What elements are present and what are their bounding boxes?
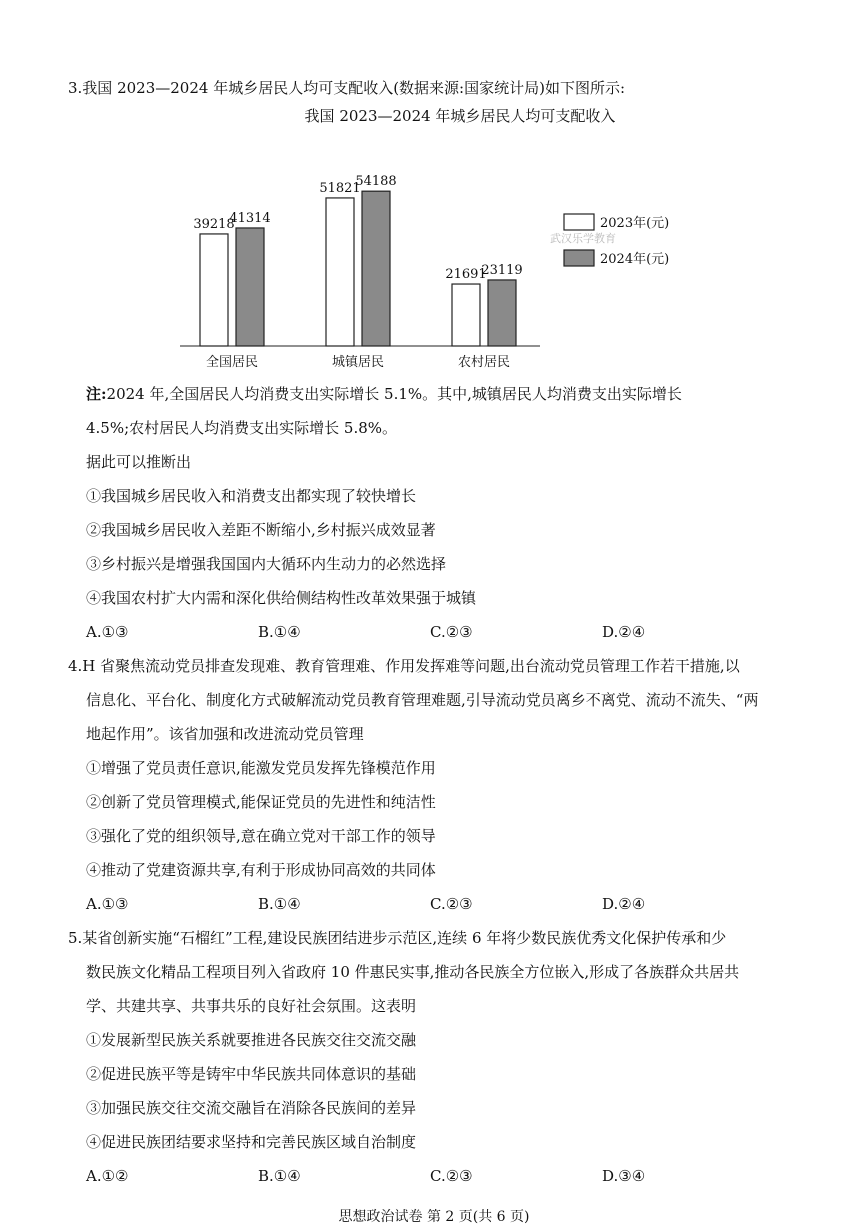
q3-option-a[interactable]: A.①③ [86, 623, 129, 641]
q4-stem-2: 信息化、平台化、制度化方式破解流动党员教育管理难题,引导流动党员离乡不离党、流动不流失、“两 [86, 691, 759, 709]
q3-item-1: ①我国城乡居民收入和消费支出都实现了较快增长 [86, 487, 417, 505]
q3-option-c[interactable]: C.②③ [430, 623, 473, 641]
q3-lead: 据此可以推断出 [86, 453, 192, 471]
note-label: 注: [86, 385, 107, 403]
q4-item-4: ④推动了党建资源共享,有利于形成协同高效的共同体 [86, 861, 436, 879]
q5-stem-2: 数民族文化精品工程项目列入省政府 10 件惠民实事,推动各民族全方位嵌入,形成了各族群众共居共 [86, 963, 740, 981]
category-label-2: 农村居民 [457, 355, 511, 370]
data-label-1-0: 51821 [319, 180, 361, 196]
q5-item-4: ④促进民族团结要求坚持和完善民族区域自治制度 [86, 1133, 417, 1151]
q4-item-1: ①增强了党员责任意识,能激发党员发挥先锋模范作用 [86, 759, 436, 777]
q3-option-b[interactable]: B.①④ [258, 623, 301, 641]
chart-svg [160, 106, 720, 376]
q5-item-3: ③加强民族交往交流交融旨在消除各民族间的差异 [86, 1099, 417, 1117]
q4-item-2: ②创新了党员管理模式,能保证党员的先进性和纯洁性 [86, 793, 436, 811]
q5-option-d[interactable]: D.③④ [602, 1167, 646, 1185]
q5-stem-3: 学、共建共享、共事共乐的良好社会氛围。这表明 [86, 997, 417, 1015]
bar-0-0 [200, 234, 228, 346]
category-label-1: 城镇居民 [331, 355, 385, 370]
q4-stem-3: 地起作用”。该省加强和改进流动党员管理 [86, 725, 364, 743]
legend-swatch-1 [564, 250, 594, 266]
legend-label-1: 2024年(元) [600, 252, 670, 267]
note-text-1: 2024 年,全国居民人均消费支出实际增长 5.1%。其中,城镇居民人均消费支出实际增长 [106, 385, 682, 403]
q3-note-2: 4.5%;农村居民人均消费支出实际增长 5.8%。 [86, 419, 398, 437]
bar-2-0 [452, 284, 480, 346]
bar-1-1 [362, 191, 390, 346]
data-label-0-0: 39218 [193, 216, 235, 232]
data-label-1-1: 54188 [355, 174, 397, 190]
q4-option-a[interactable]: A.①③ [86, 895, 129, 913]
q3-item-4: ④我国农村扩大内需和深化供给侧结构性改革效果强于城镇 [86, 589, 477, 607]
q5-option-b[interactable]: B.①④ [258, 1167, 301, 1185]
data-label-2-1: 23119 [481, 262, 523, 278]
q3-option-d[interactable]: D.②④ [602, 623, 646, 641]
q3-options [0, 622, 868, 642]
q3-stem: 3.我国 2023—2024 年城乡居民人均可支配收入(数据来源:国家统计局)如下图所示: [68, 79, 626, 97]
q4-option-b[interactable]: B.①④ [258, 895, 301, 913]
q5-item-1: ①发展新型民族关系就要推进各民族交往交流交融 [86, 1031, 417, 1049]
q5-options [0, 1166, 868, 1186]
bar-2-1 [488, 280, 516, 346]
q4-options [0, 894, 868, 914]
q4-option-d[interactable]: D.②④ [602, 895, 646, 913]
q4-item-3: ③强化了党的组织领导,意在确立党对干部工作的领导 [86, 827, 436, 845]
q4-stem-1: 4.H 省聚焦流动党员排查发现难、教育管理难、作用发挥难等问题,出台流动党员管理工作若干措施,以 [68, 657, 740, 675]
q3-note-1 [86, 384, 682, 404]
income-chart [160, 106, 720, 376]
chart-title: 我国 2023—2024 年城乡居民人均可支配收入 [304, 107, 616, 125]
q5-option-c[interactable]: C.②③ [430, 1167, 473, 1185]
q5-item-2: ②促进民族平等是铸牢中华民族共同体意识的基础 [86, 1065, 417, 1083]
bar-0-1 [236, 228, 264, 346]
q4-option-c[interactable]: C.②③ [430, 895, 473, 913]
data-label-0-1: 41314 [229, 210, 271, 226]
data-label-2-0: 21691 [445, 267, 487, 283]
watermark-text: 武汉乐学教育 [550, 232, 616, 245]
category-label-0: 全国居民 [205, 355, 259, 370]
legend-swatch-0 [564, 214, 594, 230]
q5-option-a[interactable]: A.①② [86, 1167, 129, 1185]
q3-item-3: ③乡村振兴是增强我国国内大循环内生动力的必然选择 [86, 555, 447, 573]
q5-stem-1: 5.某省创新实施“石榴红”工程,建设民族团结进步示范区,连续 6 年将少数民族优秀文化保护传承和少 [68, 929, 727, 947]
page-footer: 思想政治试卷 第 2 页(共 6 页) [338, 1209, 530, 1225]
q3-item-2: ②我国城乡居民收入差距不断缩小,乡村振兴成效显著 [86, 521, 436, 539]
bar-1-0 [326, 198, 354, 346]
legend-label-0: 2023年(元) [600, 216, 670, 231]
